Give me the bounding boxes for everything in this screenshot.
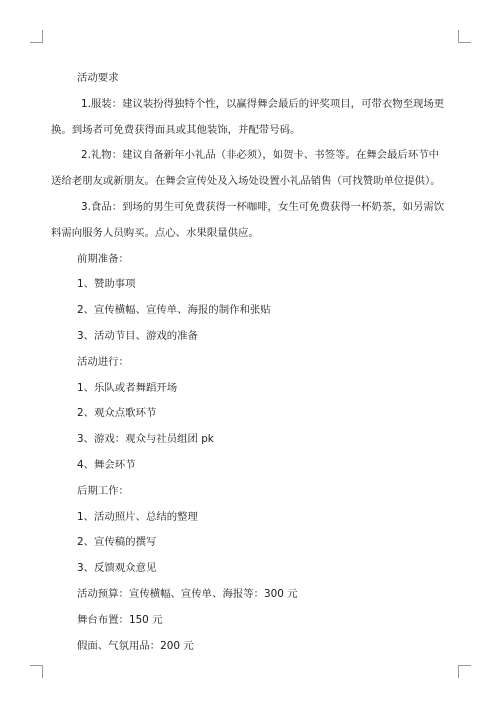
list-item: 4、舞会环节 [77,458,136,471]
food-requirement-line-2: 料需向服务人员购买。点心、水果限量供应。 [51,226,259,239]
section-heading-follow-up: 后期工作： [77,484,129,497]
crop-mark-bottom-left [30,665,43,678]
section-heading-in-progress: 活动进行： [77,355,129,368]
list-item: 3、活动节目、游戏的准备 [77,329,198,342]
clothing-requirement-line-1: 1.服装：建议装扮得独特个性，以赢得舞会最后的评奖项目，可带衣物至现场更 [81,97,445,110]
clothing-requirement-line-2: 换。到场者可免费获得面具或其他装饰，并配带号码。 [51,123,301,136]
list-item: 1、赞助事项 [77,278,136,291]
list-item: 1、活动照片、总结的整理 [77,510,198,523]
budget-line: 假面、气氛用品：200 元 [77,639,194,652]
list-item: 3、反馈观众意见 [77,562,157,575]
list-item: 2、宣传横幅、宣传单、海报的制作和张贴 [77,304,271,317]
gift-requirement-line-1: 2.礼物：建议自备新年小礼品（非必须），如贺卡、书签等。在舞会最后环节中 [81,149,439,162]
budget-line: 活动预算：宣传横幅、宣传单、海报等：300 元 [77,587,298,600]
list-item: 2、宣传稿的撰写 [77,536,157,549]
crop-mark-bottom-right [458,665,471,678]
section-heading-requirements: 活动要求 [77,72,119,84]
budget-line: 舞台布置：150 元 [77,613,163,626]
gift-requirement-line-2: 送给老朋友或新朋友。在舞会宣传处及入场处设置小礼品销售（可找赞助单位提供）。 [51,175,441,188]
document-body [51,66,449,659]
food-requirement-line-1: 3.食品：到场的男生可免费获得一杯咖啡，女生可免费获得一杯奶茶，如另需饮 [81,200,445,213]
list-item: 2、观众点歌环节 [77,407,157,420]
list-item: 3、游戏：观众与社员组团 pk [77,433,214,446]
list-item: 1、乐队或者舞蹈开场 [77,381,178,394]
crop-mark-top-right [458,30,471,43]
section-heading-preparation: 前期准备： [77,252,129,265]
crop-mark-top-left [30,30,43,43]
